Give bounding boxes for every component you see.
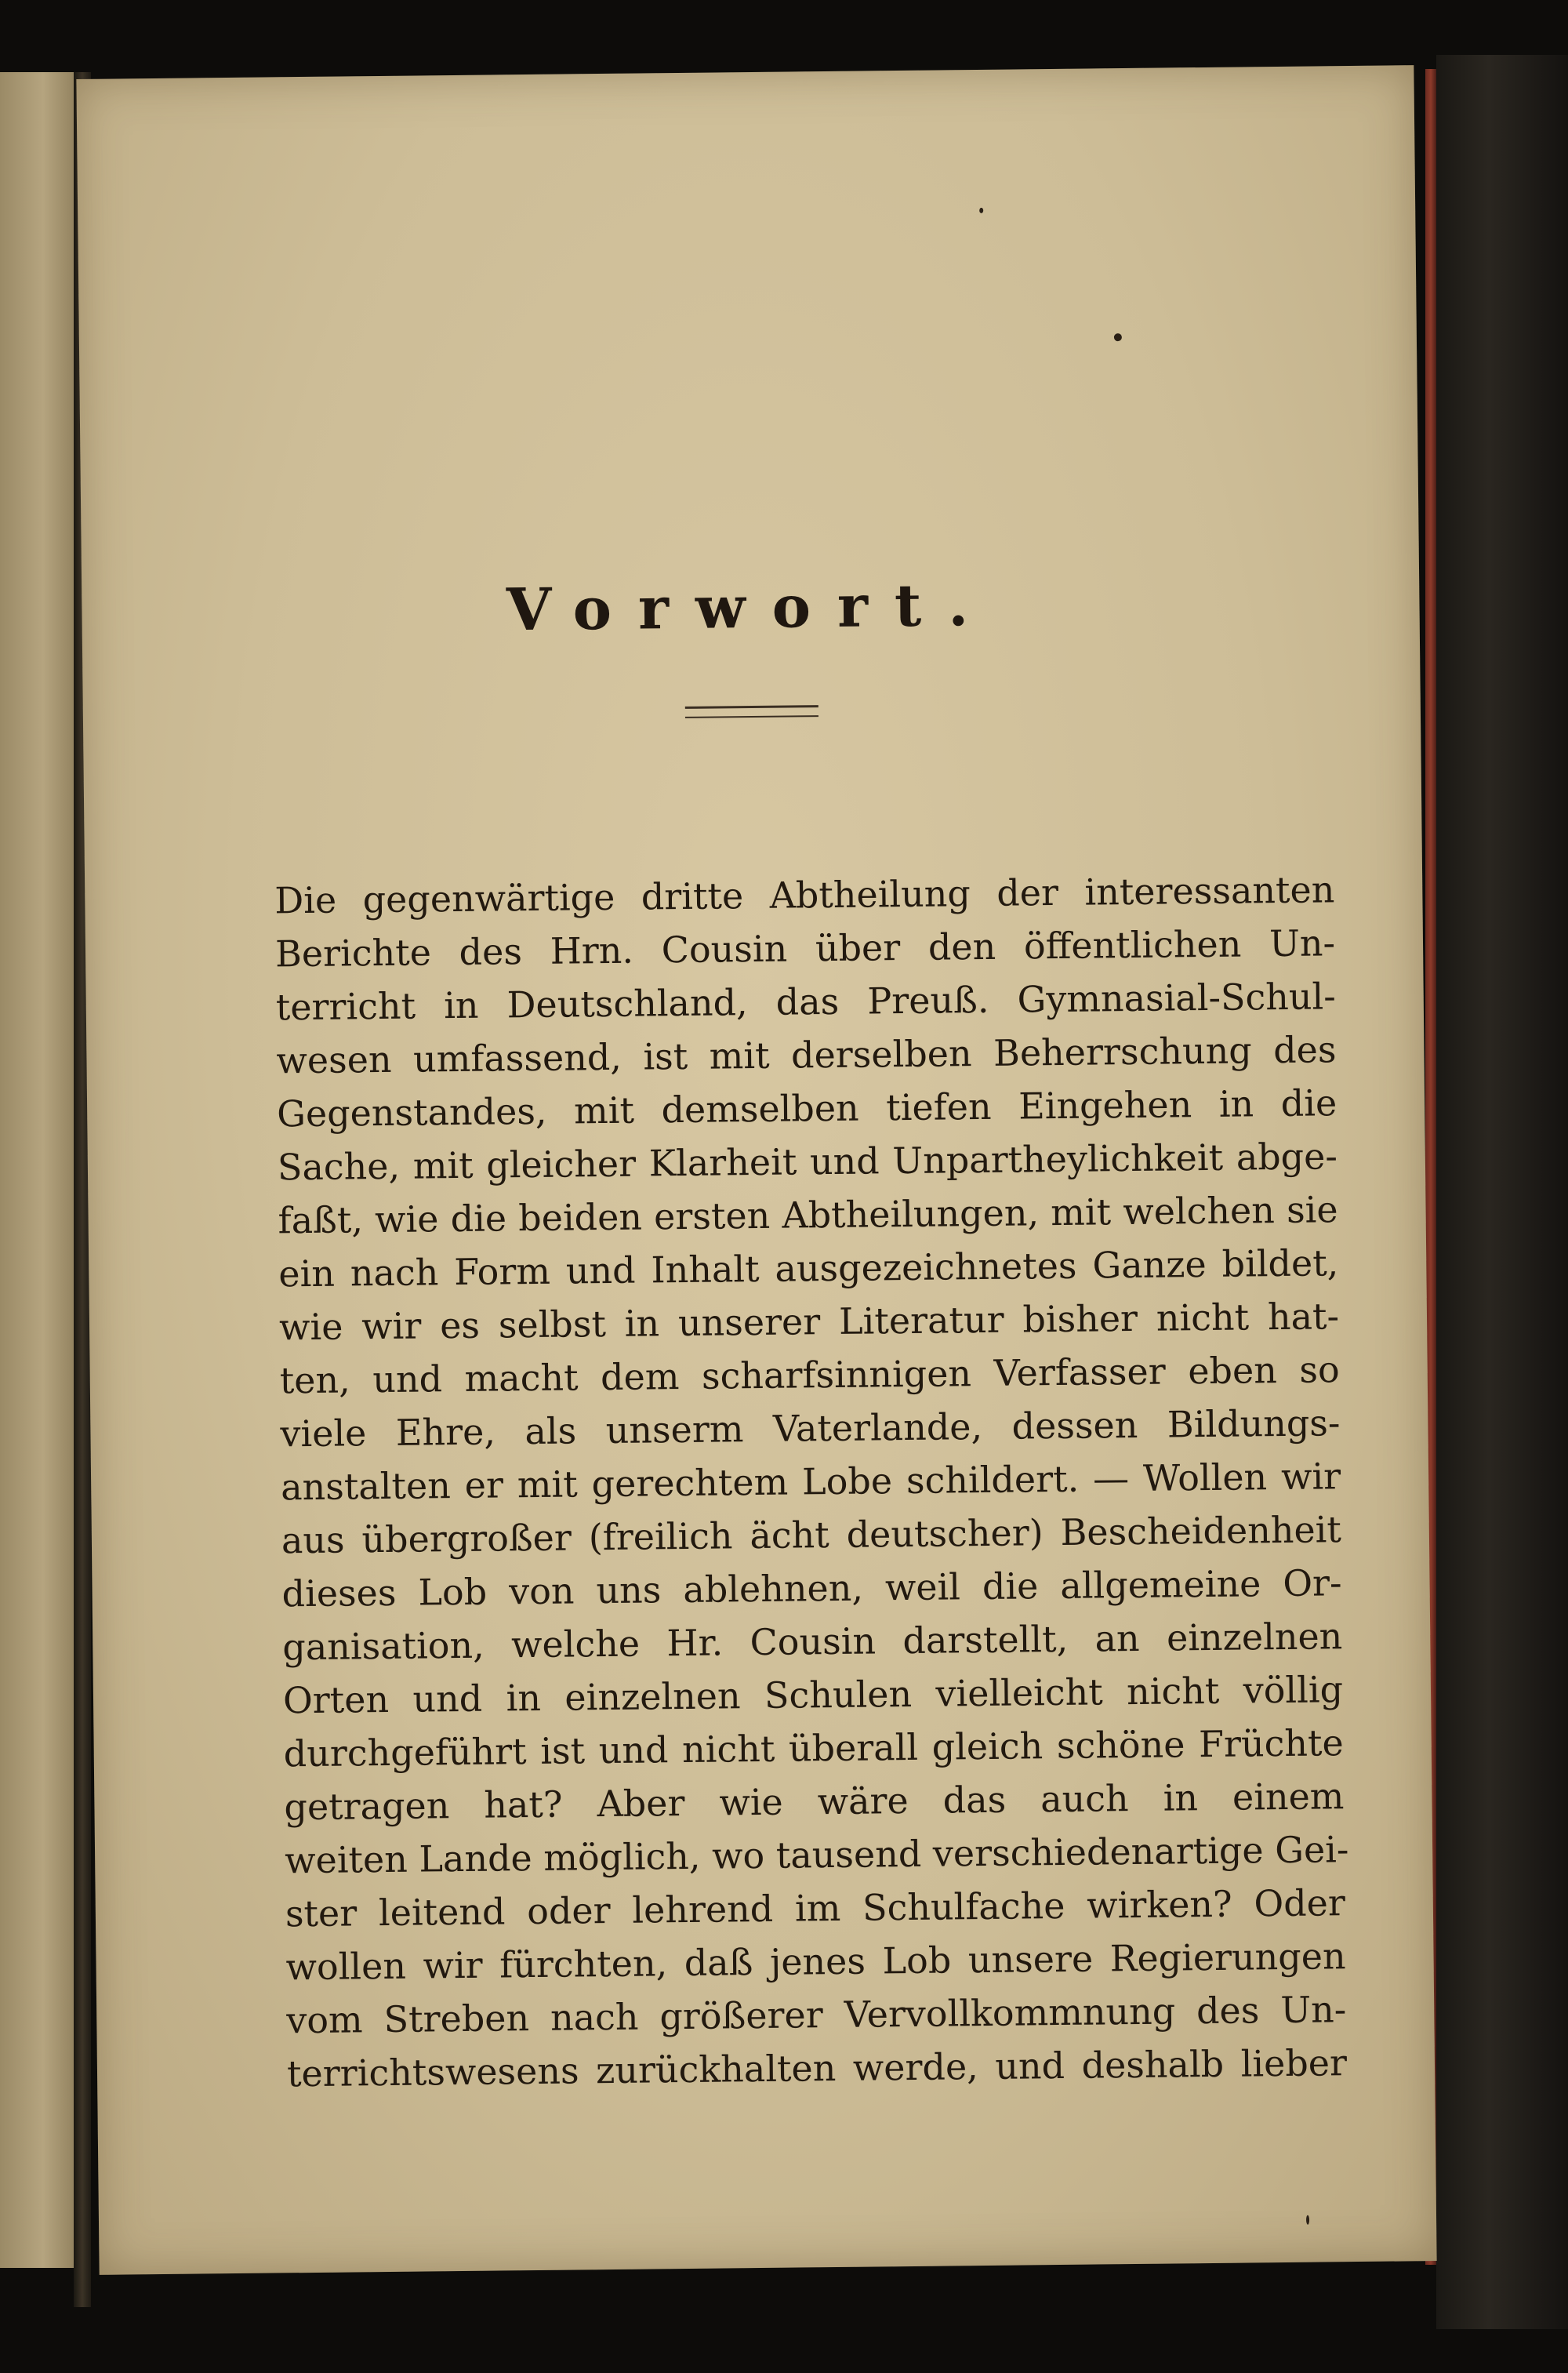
text-line: terricht in Deutschland, das Preuß. Gymnasial-Schul- (275, 975, 1337, 1029)
text-line: aus übergroßer (freilich ächt deutscher) Bescheidenheit (281, 1508, 1342, 1562)
text-line: vom Streben nach größerer Vervollkommnung des Un- (286, 1988, 1347, 2042)
text-line: Berichte des Hrn. Cousin über den öffentlichen Un- (274, 921, 1336, 976)
book-cover-edge (1436, 55, 1568, 2329)
text-line: weiten Lande möglich, wo tausend verschiedenartige Gei- (284, 1828, 1349, 1882)
book-page (76, 65, 1436, 2275)
text-line: anstalten er mit gerechtem Lobe schildert. — Wollen wir (280, 1455, 1341, 1509)
text-line: Orten und in einzelnen Schulen vielleicht nicht völlig (282, 1668, 1344, 1722)
text-line: getragen hat? Aber wie wäre das auch in einem (284, 1775, 1345, 1829)
text-line: wie wir es selbst in unserer Literatur bisher nicht hat- (278, 1295, 1340, 1349)
title-rule (685, 705, 818, 718)
text-line: faßt, wie die beiden ersten Abtheilungen, mit welchen sie (278, 1188, 1338, 1242)
text-line: ein nach Form und Inhalt ausgezeichnetes Ganze bildet, (278, 1241, 1339, 1296)
ink-speck (1114, 333, 1122, 341)
ink-speck (979, 208, 983, 213)
text-line: Sache, mit gleicher Klarheit und Unpartheylichkeit abge- (277, 1135, 1338, 1189)
text-line: viele Ehre, als unserm Vaterlande, dessen Bildungs- (280, 1401, 1341, 1455)
text-line: ten, und macht dem scharfsinnigen Verfasser eben so (279, 1348, 1340, 1402)
body-text (274, 863, 1347, 2100)
text-line: ster leitend oder lehrend im Schulfache wirken? Oder (285, 1881, 1346, 1935)
previous-page-edge (0, 72, 78, 2268)
text-line: dieses Lob von uns ablehnen, weil die allgemeine Or- (281, 1561, 1342, 1615)
text-line: Die gegenwärtige dritte Abtheilung der interessanten (274, 868, 1335, 922)
ink-speck (1306, 2215, 1309, 2225)
text-line: wollen wir fürchten, daß jenes Lob unsere Regierungen (285, 1935, 1346, 1989)
text-line: Gegenstandes, mit demselben tiefen Eingehen in die (276, 1081, 1338, 1136)
text-line: ganisation, welche Hr. Cousin darstellt, an einzelnen (282, 1615, 1343, 1669)
page-title: Vorwort. (506, 571, 996, 645)
text-line: terrichtswesens zurückhalten werde, und deshalb lieber (286, 2041, 1348, 2095)
text-line: wesen umfassend, ist mit derselben Beherrschung des (276, 1028, 1337, 1082)
text-line: durchgeführt ist und nicht überall gleich schöne Früchte (283, 1721, 1344, 1775)
